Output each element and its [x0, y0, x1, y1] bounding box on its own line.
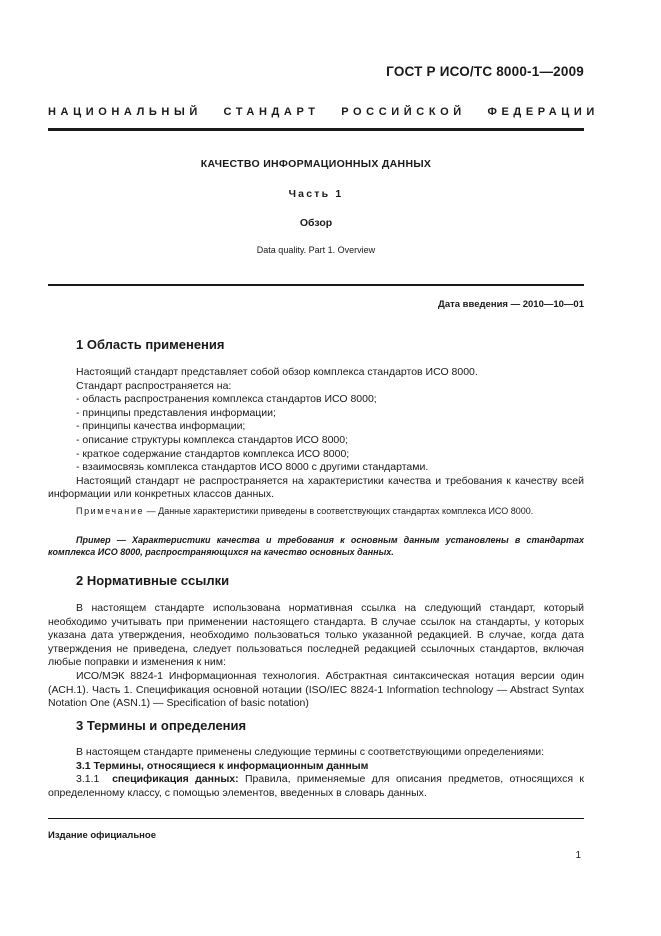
part-label: Часть 1 — [288, 188, 344, 200]
section-1-note — [48, 505, 584, 517]
section-3-heading: 3 Термины и определения — [76, 718, 247, 733]
document-title: КАЧЕСТВО ИНФОРМАЦИОННЫХ ДАННЫХ — [200, 158, 432, 170]
gost-number: ГОСТ Р ИСО/ТС 8000-1—2009 — [386, 64, 584, 79]
national-standard-banner: НАЦИОНАЛЬНЫЙ СТАНДАРТ РОССИЙСКОЙ ФЕДЕРАЦИИ — [48, 106, 599, 118]
term-definition — [48, 773, 584, 800]
official-edition-label: Издание официальное — [48, 830, 156, 841]
english-title: Data quality. Part 1. Overview — [256, 245, 376, 255]
section-1-heading: 1 Область применения — [76, 337, 225, 352]
section-1-line: - краткое содержание стандартов комплекса ИСО 8000; — [76, 447, 350, 460]
section-1-line: - взаимосвязь комплекса стандартов ИСО 8000 с другими стандартами. — [76, 461, 429, 474]
document-subtitle: Обзор — [299, 217, 333, 229]
term-number: 3.1.1 — [76, 773, 100, 786]
footer-rule — [48, 818, 584, 819]
introduction-date: Дата введения — 2010—10—01 — [438, 299, 584, 310]
section-2-heading: 2 Нормативные ссылки — [76, 573, 230, 588]
title-rule — [48, 284, 584, 286]
note-text: — Данные характеристики приведены в соответствующих стандартах комплекса ИСО 8000. — [146, 506, 534, 516]
section-1-paragraph: Настоящий стандарт не распространяется на характеристики качества и требования к качеству всей информации или конкретных классов данных. — [48, 474, 584, 501]
section-2-body — [48, 602, 584, 711]
normative-reference: ИСО/МЭК 8824-1 Информационная технология. Абстрактная синтаксическая нотация версии один (АСН.1). Часть 1. Спецификация основной нотации (ISO/IEC 8824-1 Information technology — Abstract Syntax Notation One (ASN.1) — Specification of basic notation) — [48, 669, 584, 710]
term-name: спецификация данных: — [112, 773, 239, 786]
note-label: Примечание — [76, 506, 145, 516]
section-3-intro: В настоящем стандарте применены следующие термины с соответствующими определениями: — [76, 746, 545, 758]
section-1-example — [48, 534, 584, 559]
section-2-paragraph: В настоящем стандарте использована нормативная ссылка на следующий стандарт, который необходимо учитывать при применении настоящего стандарта. В случае ссылок на стандарты, у которых указана дата утверждения, необходимо пользоваться только указанной редакцией. В случае, когда дата утверждения не приведена, следует пользоваться последней редакцией ссылочных стандартов, включая любые поправки и изменения к ним: — [48, 602, 584, 669]
example-text: Пример — Характеристики качества и требования к основным данным установлены в стандартах комплекса ИСО 8000, распространяющихся на качество основных данных. — [48, 535, 584, 558]
term-definition-text: Правила, применяемые для описания предметов, относящихся к определенному классу, с помощью элементов, введенных в словарь данных. — [48, 773, 584, 799]
section-1-line: - описание структуры комплекса стандартов ИСО 8000; — [76, 433, 349, 446]
subsection-3-1-heading: 3.1 Термины, относящиеся к информационным данным — [76, 759, 369, 772]
section-1-line: Стандарт распространяется на: — [76, 379, 232, 392]
section-1-line: - принципы представления информации; — [76, 406, 276, 419]
section-1-line: - принципы качества информации; — [76, 420, 246, 433]
section-1-line: Настоящий стандарт представляет собой обзор комплекса стандартов ИСО 8000. — [76, 366, 478, 378]
header-rule — [48, 128, 584, 131]
section-1-line: - область распространения комплекса стандартов ИСО 8000; — [76, 393, 377, 406]
section-3-body — [48, 746, 584, 800]
page-number: 1 — [575, 850, 581, 861]
section-1-body — [48, 366, 584, 502]
